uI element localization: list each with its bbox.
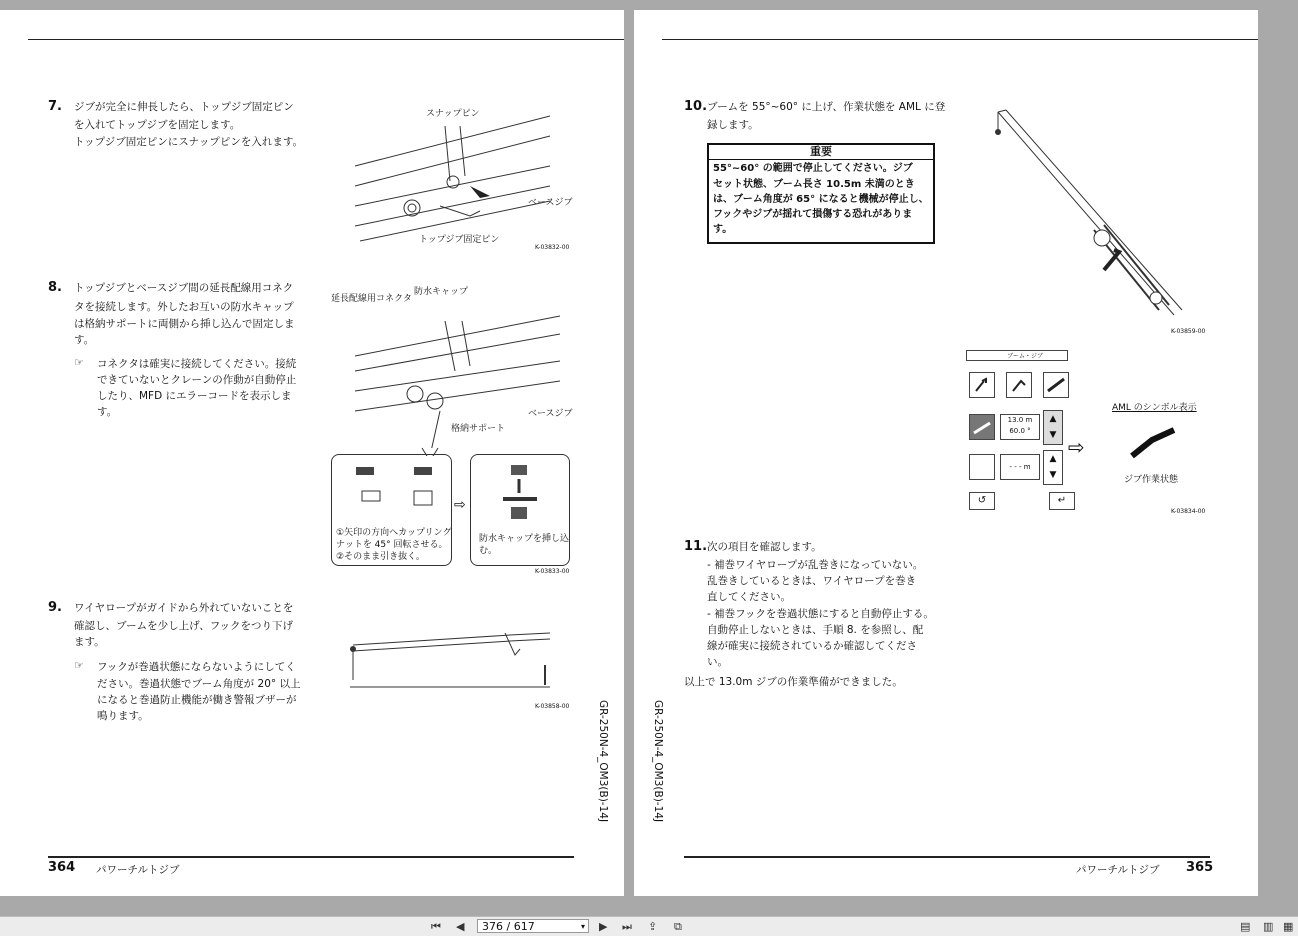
aml-up-down-stepper-2[interactable]: ▲ ▼ bbox=[1043, 450, 1063, 485]
step-8-line-4: す。 bbox=[74, 334, 95, 346]
next-page-icon[interactable]: ▶ bbox=[599, 920, 608, 933]
aml-length-angle-display bbox=[1000, 414, 1040, 440]
right-page bbox=[634, 10, 1258, 896]
first-page-icon[interactable]: ⏮ bbox=[431, 920, 441, 933]
jib-working-symbol bbox=[1124, 424, 1184, 464]
detail-box-coupling bbox=[331, 454, 452, 566]
document-id-left: GR-250N-4_OM3(B)-14J bbox=[597, 700, 609, 823]
figure-id-2: K-03833-00 bbox=[535, 568, 570, 575]
header-rule-right bbox=[662, 39, 1258, 40]
step-11-intro: 次の項目を確認します。 bbox=[707, 541, 822, 553]
last-page-icon[interactable]: ⏭ bbox=[622, 920, 632, 933]
step-8-line-3: は格納サポートに両側から挿し込んで固定しま bbox=[74, 318, 295, 330]
step-8-number: 8. bbox=[48, 280, 62, 295]
boom-hook-illustration bbox=[345, 625, 555, 695]
page-number-left: 364 bbox=[48, 860, 76, 875]
important-line-3: は、ブーム角度が 65° になると機械が停止し、 bbox=[713, 194, 929, 205]
label-snap-pin: スナップピン bbox=[426, 109, 480, 119]
coupling-figure bbox=[342, 463, 442, 518]
figure-id-5: K-03834-00 bbox=[1171, 508, 1206, 515]
page-number-right: 365 bbox=[1186, 860, 1214, 875]
aml-enter-button[interactable]: ↵ bbox=[1049, 492, 1075, 510]
continuous-view-icon[interactable]: ▦ bbox=[1283, 920, 1294, 933]
box2-line-2: む。 bbox=[479, 546, 498, 556]
step-10-number: 10. bbox=[684, 99, 708, 114]
figure-id-3: K-03858-00 bbox=[535, 703, 570, 710]
note-hand-icon-2: ☞ bbox=[74, 659, 84, 672]
step-11-line-3: 直してください。 bbox=[707, 591, 791, 603]
note-hand-icon: ☞ bbox=[74, 356, 84, 369]
completion-text: 以上で 13.0m ジブの作業準備ができました。 bbox=[684, 676, 903, 688]
export-icon[interactable]: ⇪ bbox=[648, 920, 658, 933]
box2-line-1: 防水キャップを挿し込 bbox=[479, 534, 570, 544]
aml-tab[interactable]: ブーム・ジブ bbox=[966, 350, 1068, 361]
viewer-toolbar bbox=[0, 916, 1298, 936]
figure-id-1: K-03832-00 bbox=[535, 244, 570, 251]
step-11-line-2: 乱巻きしているときは、ワイヤロープを巻き bbox=[707, 575, 917, 587]
prev-page-icon[interactable]: ◀ bbox=[456, 920, 465, 933]
step-7-line-1: ジブが完全に伸長したら、トップジブ固定ピン bbox=[74, 101, 294, 113]
footer-title-left: パワーチルトジブ bbox=[96, 864, 180, 876]
step-8-note-3: したり、MFD にエラーコードを表示しま bbox=[97, 390, 292, 402]
important-line-2: セット状態、ブーム長さ 10.5m 未満のとき bbox=[713, 179, 915, 190]
label-base-jib-2: ベースジブ bbox=[528, 409, 573, 419]
aml-empty-button[interactable] bbox=[969, 454, 995, 480]
step-8-note-4: す。 bbox=[97, 406, 118, 418]
label-storage-support: 格納サポート bbox=[451, 424, 506, 434]
step-11-line-4: - 補巻フックを巻過状態にすると自動停止する。 bbox=[707, 608, 934, 620]
step-9-number: 9. bbox=[48, 600, 62, 615]
important-line-5: す。 bbox=[713, 224, 733, 235]
aml-jib-up-button[interactable] bbox=[1006, 372, 1032, 398]
label-base-jib-1: ベースジブ bbox=[528, 198, 573, 208]
footer-rule-left bbox=[48, 856, 574, 858]
important-line-1: 55°~60° の範囲で停止してください。ジブ bbox=[713, 163, 913, 174]
label-waterproof-cap: 防水キャップ bbox=[414, 287, 469, 297]
step-11-line-7: い。 bbox=[707, 656, 728, 668]
important-box bbox=[707, 143, 935, 244]
step-7-number: 7. bbox=[48, 99, 62, 114]
dropdown-chevron-icon: ▾ bbox=[580, 922, 585, 931]
box1-line-2: ナットを 45° 回転させる。 bbox=[336, 540, 448, 550]
figure-id-4: K-03859-00 bbox=[1171, 328, 1206, 335]
copy-icon[interactable]: ⧉ bbox=[674, 920, 682, 933]
aml-back-button[interactable]: ↺ bbox=[969, 492, 995, 510]
step-8-line-2: タを接続します。外したお互いの防水キャップ bbox=[74, 301, 294, 313]
label-connector: 延長配線用コネクタ bbox=[331, 294, 412, 304]
aml-state-label: ジブ作業状態 bbox=[1124, 475, 1179, 485]
box1-line-3: ②そのまま引き抜く。 bbox=[336, 552, 425, 562]
aml-up-down-stepper[interactable]: ▲ ▼ bbox=[1043, 410, 1063, 445]
crane-raised-illustration bbox=[984, 100, 1214, 330]
step-9-line-3: ます。 bbox=[74, 636, 105, 648]
step-9-note-2: ださい。巻過状態でブーム角度が 20° 以上 bbox=[97, 678, 301, 690]
step-9-line-1: ワイヤロープがガイドから外れていないことを bbox=[74, 602, 294, 614]
aml-length: 13.0 m bbox=[1007, 416, 1033, 424]
arrow-right-icon: ⇨ bbox=[454, 497, 466, 513]
step-10-line-2: 録します。 bbox=[707, 119, 759, 131]
two-page-view-icon[interactable]: ▥ bbox=[1263, 920, 1274, 933]
aml-jib-button[interactable] bbox=[1043, 372, 1069, 398]
left-page bbox=[0, 10, 624, 896]
important-title: 重要 bbox=[709, 145, 933, 160]
page-number-input[interactable] bbox=[477, 919, 589, 933]
important-line-4: フックやジブが揺れて損傷する恐れがありま bbox=[713, 209, 913, 220]
step-8-note-1: コネクタは確実に接続してください。接続 bbox=[97, 358, 297, 370]
box1-line-1: ①矢印の方向へカップリング bbox=[336, 528, 452, 538]
step-11-line-6: 線が確実に接続されているか確認してくださ bbox=[707, 640, 917, 652]
single-page-view-icon[interactable]: ▤ bbox=[1240, 920, 1251, 933]
step-9-note-4: 鳴ります。 bbox=[97, 710, 149, 722]
cap-figure bbox=[501, 463, 541, 523]
footer-title-right: パワーチルトジブ bbox=[1076, 864, 1160, 876]
step-11-line-1: - 補巻ワイヤロープが乱巻きになっていない。 bbox=[707, 559, 924, 571]
step-7-line-3: トップジブ固定ピンにスナップピンを入れます。 bbox=[74, 136, 304, 148]
step-10-line-1: ブームを 55°~60° に上げ、作業状態を AML に登 bbox=[707, 101, 946, 113]
step-7-line-2: を入れてトップジブを固定します。 bbox=[74, 119, 241, 131]
aml-symbol-title: AML のシンボル表示 bbox=[1112, 403, 1197, 413]
step-11-line-5: 自動停止しないときは、手順 8. を参照し、配 bbox=[707, 624, 924, 636]
step-9-note-1: フックが巻過状態にならないようにしてく bbox=[97, 661, 296, 673]
aml-boom-up-button[interactable] bbox=[969, 372, 995, 398]
header-rule bbox=[28, 39, 624, 40]
step-11-number: 11. bbox=[684, 539, 708, 554]
page-number-value: 376 / 617 bbox=[482, 920, 535, 933]
top-pin-illustration bbox=[350, 106, 560, 248]
aml-angle: 60.0 ° bbox=[1009, 427, 1031, 435]
step-9-note-3: になると巻過防止機能が働き警報ブザーが bbox=[97, 694, 297, 706]
document-id-right: GR-250N-4_OM3(B)-14J bbox=[652, 700, 664, 823]
step-8-line-1: トップジブとベースジブ間の延長配線用コネク bbox=[74, 282, 294, 294]
aml-dash-display: - - - m bbox=[1000, 454, 1040, 480]
aml-jib-working-button[interactable] bbox=[969, 414, 995, 440]
step-8-note-2: できていないとクレーンの作動が自動停止 bbox=[97, 374, 297, 386]
label-top-jib-pin: トップジブ固定ピン bbox=[419, 235, 500, 245]
step-9-line-2: 確認し、ブームを少し上げ、フックをつり下げ bbox=[74, 620, 294, 632]
footer-rule-right bbox=[684, 856, 1210, 858]
aml-arrow-icon: ⇨ bbox=[1068, 435, 1085, 459]
detail-box-cap bbox=[470, 454, 570, 566]
